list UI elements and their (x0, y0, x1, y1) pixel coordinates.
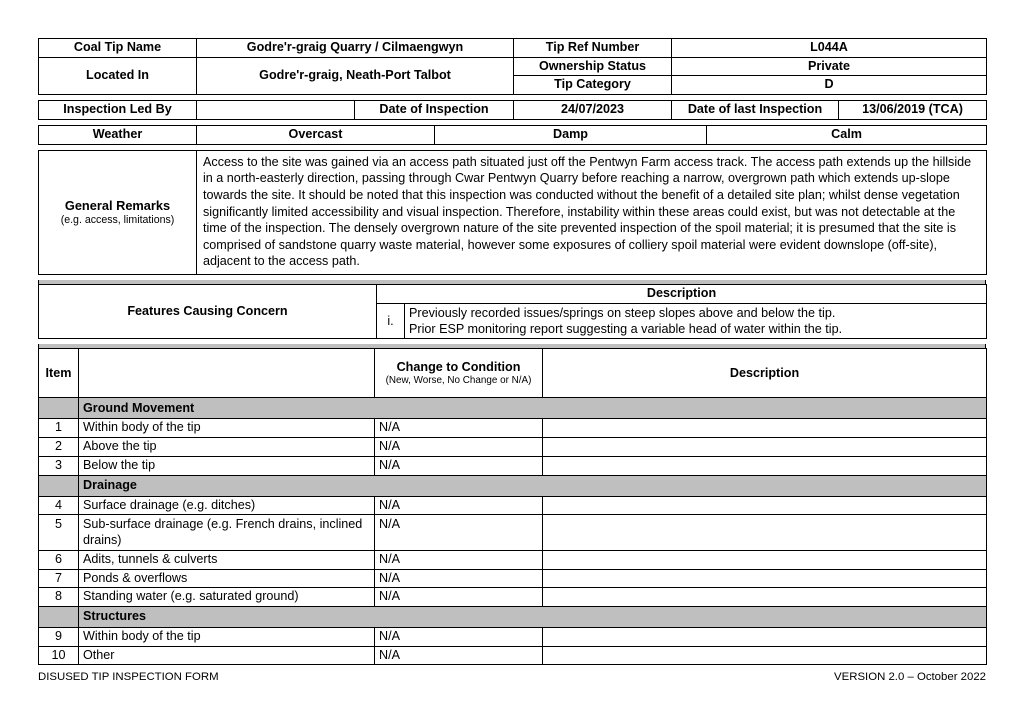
ownership-status-label: Ownership Status (514, 57, 672, 76)
row-change[interactable]: N/A (375, 628, 543, 647)
row-change[interactable]: N/A (375, 438, 543, 457)
table-row (39, 550, 987, 569)
row-feature: Below the tip (79, 456, 375, 475)
table-row (39, 515, 987, 550)
features-description-header: Description (377, 284, 987, 303)
row-feature: Standing water (e.g. saturated ground) (79, 588, 375, 607)
features-item-line-2: Prior ESP monitoring report suggesting a variable head of water within the tip. (409, 322, 843, 337)
table-row (39, 496, 987, 515)
checklist-col-change-sub: (New, Worse, No Change or N/A) (385, 375, 532, 387)
row-description[interactable] (543, 419, 987, 438)
tip-ref-value: L044A (672, 39, 987, 58)
row-description[interactable] (543, 646, 987, 665)
table-row (39, 628, 987, 647)
date-of-last-inspection-label: Date of last Inspection (672, 101, 839, 120)
section-spacer-cell (39, 475, 79, 496)
row-description[interactable] (543, 550, 987, 569)
row-description[interactable] (543, 438, 987, 457)
row-description[interactable] (543, 515, 987, 550)
row-feature: Within body of the tip (79, 419, 375, 438)
section-title-structures: Structures (79, 607, 987, 628)
weather-value-ground: Damp (435, 125, 707, 144)
row-item-number: 2 (39, 438, 79, 457)
tip-category-value: D (672, 76, 987, 95)
header-table (38, 38, 987, 95)
row-feature: Within body of the tip (79, 628, 375, 647)
features-label: Features Causing Concern (39, 284, 377, 338)
header-row-1 (39, 39, 987, 58)
inspection-led-by-value[interactable] (197, 101, 355, 120)
table-row (39, 419, 987, 438)
checklist-col-feature (79, 349, 375, 398)
section-title-ground-movement: Ground Movement (79, 398, 987, 419)
general-remarks-row (39, 150, 987, 274)
weather-value-condition: Overcast (197, 125, 435, 144)
row-feature: Adits, tunnels & culverts (79, 550, 375, 569)
row-feature: Other (79, 646, 375, 665)
checklist-section-header (39, 607, 987, 628)
located-in-label: Located In (86, 68, 149, 83)
checklist-table (38, 348, 987, 665)
checklist-col-item: Item (39, 349, 79, 398)
table-row (39, 456, 987, 475)
general-remarks-label: General Remarks (64, 197, 171, 213)
section-title-drainage: Drainage (79, 475, 987, 496)
row-change[interactable]: N/A (375, 569, 543, 588)
features-item-line-1: Previously recorded issues/springs on steep slopes above and below the tip. (409, 305, 836, 320)
ownership-status-value: Private (672, 57, 987, 76)
checklist-section-header (39, 398, 987, 419)
row-change[interactable]: N/A (375, 550, 543, 569)
date-of-last-inspection-value: 13/06/2019 (TCA) (839, 101, 987, 120)
general-remarks-label-cell (39, 150, 197, 274)
date-of-inspection-label: Date of Inspection (355, 101, 514, 120)
checklist-col-change (375, 349, 543, 398)
row-feature: Ponds & overflows (79, 569, 375, 588)
row-description[interactable] (543, 628, 987, 647)
features-item-description[interactable] (405, 303, 987, 339)
section-spacer-cell (39, 398, 79, 419)
row-description[interactable] (543, 496, 987, 515)
row-item-number: 3 (39, 456, 79, 475)
table-row (39, 569, 987, 588)
checklist-col-description: Description (543, 349, 987, 398)
section-spacer-cell (39, 607, 79, 628)
row-feature: Surface drainage (e.g. ditches) (79, 496, 375, 515)
row-item-number: 1 (39, 419, 79, 438)
row-item-number: 5 (39, 515, 79, 550)
row-item-number: 9 (39, 628, 79, 647)
checklist-section-header (39, 475, 987, 496)
row-description[interactable] (543, 569, 987, 588)
coal-tip-name-label: Coal Tip Name (39, 39, 197, 58)
weather-value-wind: Calm (707, 125, 987, 144)
row-change[interactable]: N/A (375, 646, 543, 665)
located-in-label-cellwrap (39, 57, 197, 94)
table-row (39, 646, 987, 665)
row-item-number: 7 (39, 569, 79, 588)
row-change[interactable]: N/A (375, 515, 543, 550)
footer-left-text: DISUSED TIP INSPECTION FORM (38, 671, 219, 683)
features-table (38, 284, 987, 339)
row-change[interactable]: N/A (375, 588, 543, 607)
row-description[interactable] (543, 456, 987, 475)
table-row (39, 588, 987, 607)
inspection-form (38, 38, 986, 665)
tip-ref-label: Tip Ref Number (514, 39, 672, 58)
page-footer (38, 671, 986, 683)
weather-label: Weather (39, 125, 197, 144)
tip-category-label: Tip Category (514, 76, 672, 95)
inspection-led-by-label: Inspection Led By (39, 101, 197, 120)
checklist-col-change-title: Change to Condition (396, 359, 521, 374)
weather-table (38, 125, 987, 145)
row-change[interactable]: N/A (375, 496, 543, 515)
checklist-header-row (39, 349, 987, 398)
row-feature: Sub-surface drainage (e.g. French drains, inclined drains) (79, 515, 375, 550)
row-feature: Above the tip (79, 438, 375, 457)
row-item-number: 4 (39, 496, 79, 515)
features-item-numeral: i. (377, 303, 405, 339)
row-item-number: 10 (39, 646, 79, 665)
coal-tip-name-value: Godre'r-graig Quarry / Cilmaengwyn (197, 39, 514, 58)
row-item-number: 8 (39, 588, 79, 607)
general-remarks-text[interactable]: Access to the site was gained via an access path situated just off the Pentwyn Farm access track. The access path extends up the hillside in a north-easterly direction, passing through Cwar Pentwyn Quarry before reaching a narrow, overgrown path which extends up-slope towards the site. It should be noted that this inspection was conducted without the benefit of a detailed site plan; whilst dense vegetation significantly limited accessibility and visual inspection. Therefore, instability within these areas could exist, but was not detectable at the time of the inspection. The densely overgrown nature of the site prevented inspection of the spoil material; it is presumed that the site is comprised of sandstone quarry waste material, however some exposures of colliery spoil material were evident downslope (off-site), adjacent to the access path. (197, 150, 987, 274)
located-in-value: Godre'r-graig, Neath-Port Talbot (259, 68, 451, 83)
row-change[interactable]: N/A (375, 419, 543, 438)
inspection-row (39, 101, 987, 120)
header-row-2 (39, 57, 987, 76)
date-of-inspection-value: 24/07/2023 (514, 101, 672, 120)
general-remarks-sublabel: (e.g. access, limitations) (60, 213, 175, 226)
row-change[interactable]: N/A (375, 456, 543, 475)
table-row (39, 438, 987, 457)
inspection-table (38, 100, 987, 120)
weather-row (39, 125, 987, 144)
footer-right-text: VERSION 2.0 – October 2022 (834, 671, 986, 683)
features-header-row (39, 284, 987, 303)
located-in-value-cellwrap (197, 57, 514, 94)
row-item-number: 6 (39, 550, 79, 569)
row-description[interactable] (543, 588, 987, 607)
general-remarks-table (38, 150, 987, 275)
